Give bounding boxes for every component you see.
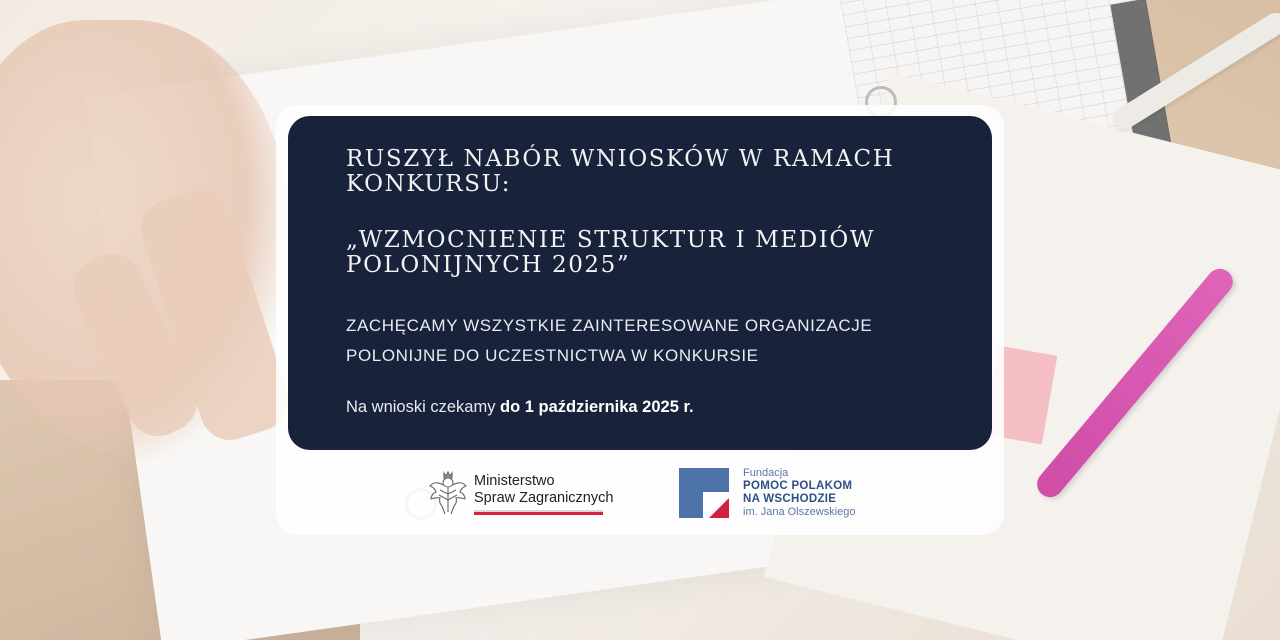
headline-contest-name: „WZMOCNIENIE STRUKTUR I MEDIÓW POLONIJNYCH 2025” xyxy=(346,227,876,278)
ministry-line2: Spraw Zagranicznych xyxy=(474,490,614,506)
foundation-name xyxy=(743,467,856,519)
deadline-prefix: Na wnioski czekamy xyxy=(346,398,501,416)
foundation-line4: im. Jana Olszewskiego xyxy=(743,506,856,518)
headline-recruitment: RUSZYŁ NABÓR WNIOSKÓW W RAMACH KONKURSU: xyxy=(346,146,895,197)
foundation-line1: Fundacja xyxy=(743,467,789,479)
foundation-square-logo-icon xyxy=(679,468,729,518)
foundation-line2: POMOC POLAKOM xyxy=(743,480,853,492)
polish-eagle-emblem-icon xyxy=(428,470,468,516)
polish-flag-bar xyxy=(474,510,603,515)
ministry-line1: Ministerstwo xyxy=(474,473,555,489)
invitation-text: ZACHĘCAMY WSZYSTKIE ZAINTERESOWANE ORGANIZACJE POLONIJNE DO UCZESTNICTWA W KONKURSIE xyxy=(346,316,873,365)
deadline-text xyxy=(346,398,694,417)
foundation-line3: NA WSCHODZIE xyxy=(743,493,837,505)
deadline-date: do 1 października 2025 r. xyxy=(500,398,694,416)
ministry-name xyxy=(474,473,613,507)
